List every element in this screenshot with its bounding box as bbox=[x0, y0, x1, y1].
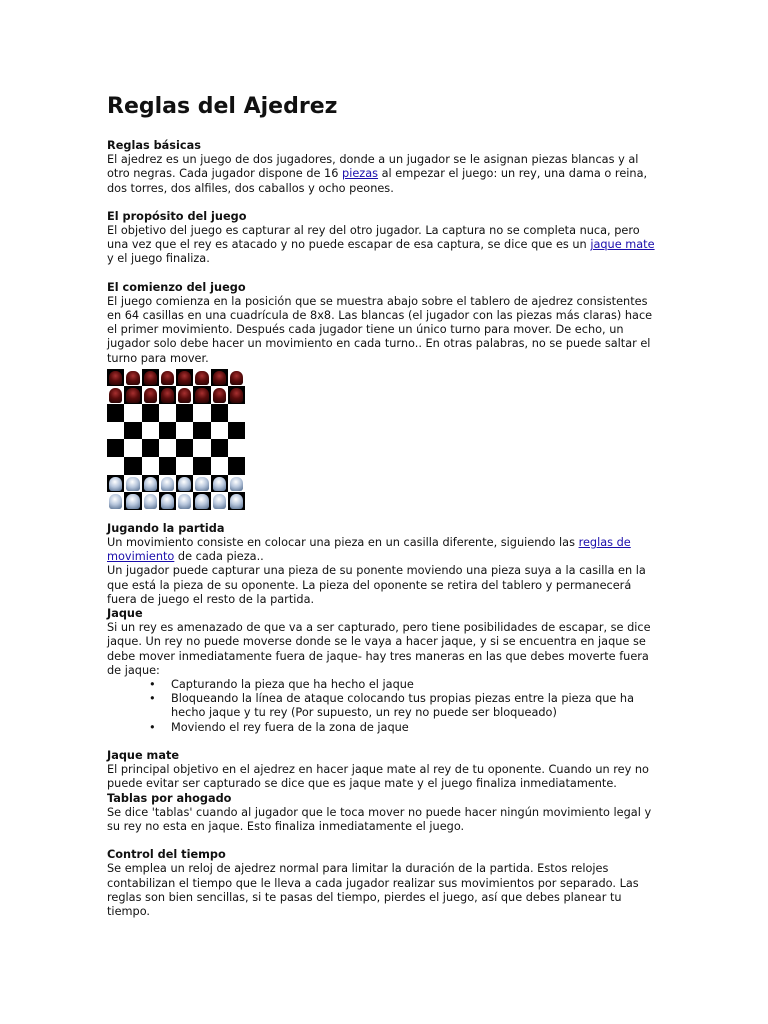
board-square bbox=[159, 492, 176, 510]
board-square bbox=[228, 475, 245, 493]
board-square bbox=[193, 404, 210, 422]
black-piece-icon bbox=[144, 388, 157, 403]
board-square bbox=[228, 457, 245, 475]
board-square bbox=[124, 369, 141, 387]
heading-proposito: El propósito del juego bbox=[107, 209, 247, 223]
board-square bbox=[176, 457, 193, 475]
black-piece-icon bbox=[213, 371, 226, 386]
heading-comienzo: El comienzo del juego bbox=[107, 280, 246, 294]
board-square bbox=[193, 422, 210, 440]
white-piece-icon bbox=[230, 494, 243, 509]
black-piece-icon bbox=[109, 388, 122, 403]
paragraph-captura: Un jugador puede capturar una pieza de su ponente moviendo una pieza suya a la casilla en la que está la pieza de su oponente. La pieza del oponente se retira del tablero y permanecerá fuera de juego el resto de la partida. bbox=[107, 564, 646, 606]
board-square bbox=[211, 475, 228, 493]
board-square bbox=[193, 475, 210, 493]
board-square bbox=[176, 422, 193, 440]
white-piece-icon bbox=[213, 494, 226, 509]
board-square bbox=[142, 369, 159, 387]
black-piece-icon bbox=[109, 371, 122, 386]
board-square bbox=[142, 457, 159, 475]
white-piece-icon bbox=[195, 494, 208, 509]
board-square bbox=[142, 422, 159, 440]
board-square bbox=[124, 475, 141, 493]
board-square bbox=[228, 492, 245, 510]
list-item: • Bloqueando la línea de ataque colocando tus propias piezas entre la pieza que ha hecho jaque y tu rey (Por supuesto, un rey no puede ser bloqueado) bbox=[171, 692, 657, 720]
board-square bbox=[193, 369, 210, 387]
board-square bbox=[142, 439, 159, 457]
board-square bbox=[159, 457, 176, 475]
board-square bbox=[193, 457, 210, 475]
black-piece-icon bbox=[178, 371, 191, 386]
board-square bbox=[228, 386, 245, 404]
board-square bbox=[211, 439, 228, 457]
black-piece-icon bbox=[195, 388, 208, 403]
board-square bbox=[142, 404, 159, 422]
black-piece-icon bbox=[195, 371, 208, 386]
paragraph-jaque: Si un rey es amenazado de que va a ser capturado, pero tiene posibilidades de escapar, se dice jaque. Un rey no puede moverse donde se le vaya a hacer jaque, y si se encuentra en jaque se debe mover inmediatamente fuera de jaque- hay tres maneras en las que debes moverte fuera de jaque: bbox=[107, 621, 651, 677]
black-piece-icon bbox=[230, 388, 243, 403]
board-square bbox=[124, 457, 141, 475]
board-square bbox=[107, 475, 124, 493]
black-piece-icon bbox=[144, 371, 157, 386]
list-item: • Moviendo el rey fuera de la zona de jaque bbox=[171, 721, 657, 735]
black-piece-icon bbox=[161, 371, 174, 386]
white-piece-icon bbox=[109, 477, 122, 492]
board-square bbox=[142, 492, 159, 510]
board-square bbox=[176, 439, 193, 457]
white-piece-icon bbox=[144, 494, 157, 509]
board-square bbox=[142, 475, 159, 493]
board-square bbox=[193, 492, 210, 510]
board-square bbox=[107, 369, 124, 387]
list-item: • Capturando la pieza que ha hecho el jaque bbox=[171, 678, 657, 692]
heading-jugando-partida: Jugando la partida bbox=[107, 521, 225, 535]
jaque-options-list bbox=[107, 678, 657, 735]
paragraph-movimiento: Un movimiento consiste en colocar una pieza en un casilla diferente, siguiendo las reglas de movimiento de cada pieza.. bbox=[107, 536, 631, 564]
heading-jaque-mate: Jaque mate bbox=[107, 748, 180, 762]
paragraph-tablas: Se dice 'tablas' cuando al jugador que le toca mover no puede hacer ningún movimiento legal y su rey no esta en jaque. Esto finaliza inmediatamente el juego. bbox=[107, 805, 652, 833]
board-square bbox=[193, 439, 210, 457]
document-page bbox=[107, 92, 657, 919]
board-square bbox=[124, 422, 141, 440]
link-jaque-mate[interactable]: jaque mate bbox=[590, 238, 655, 252]
board-square bbox=[159, 369, 176, 387]
board-square bbox=[211, 386, 228, 404]
board-square bbox=[124, 386, 141, 404]
board-square bbox=[124, 492, 141, 510]
paragraph-control-tiempo: Se emplea un reloj de ajedrez normal para limitar la duración de la partida. Estos relojes contabilizan el tiempo que le lleva a cada jugador realizar sus movimientos por separado. Las reglas son bien sencillas, si te pasas del tiempo, pierdes el juego, así que debes planear tu tiempo. bbox=[107, 862, 639, 918]
board-square bbox=[211, 492, 228, 510]
heading-jaque: Jaque bbox=[107, 607, 143, 621]
paragraph-reglas-basicas: El ajedrez es un juego de dos jugadores, donde a un jugador se le asignan piezas blancas y al otro negras. Cada jugador dispone de 16 piezas al empezar el juego: un rey, una dama o reina, dos torres, dos alfiles, dos caballos y ocho peones. bbox=[107, 153, 648, 195]
board-square bbox=[142, 386, 159, 404]
white-piece-icon bbox=[126, 494, 139, 509]
black-piece-icon bbox=[213, 388, 226, 403]
white-piece-icon bbox=[195, 477, 208, 492]
black-piece-icon bbox=[161, 388, 174, 403]
board-square bbox=[107, 457, 124, 475]
board-square bbox=[176, 404, 193, 422]
board-square bbox=[107, 386, 124, 404]
board-square bbox=[211, 369, 228, 387]
board-square bbox=[228, 422, 245, 440]
board-square bbox=[176, 369, 193, 387]
white-piece-icon bbox=[213, 477, 226, 492]
board-square bbox=[211, 422, 228, 440]
board-square bbox=[228, 369, 245, 387]
board-square bbox=[176, 475, 193, 493]
black-piece-icon bbox=[126, 388, 139, 403]
white-piece-icon bbox=[178, 477, 191, 492]
paragraph-jaque-mate: El principal objetivo en el ajedrez en hacer jaque mate al rey de tu oponente. Cuando un rey no puede evitar ser capturado se dice que es jaque mate y el juego finaliza inmediatamente. bbox=[107, 763, 649, 791]
white-piece-icon bbox=[144, 477, 157, 492]
board-square bbox=[193, 386, 210, 404]
heading-reglas-basicas: Reglas básicas bbox=[107, 139, 201, 152]
white-piece-icon bbox=[178, 494, 191, 509]
board-square bbox=[228, 439, 245, 457]
board-square bbox=[107, 422, 124, 440]
white-piece-icon bbox=[161, 477, 174, 492]
board-square bbox=[124, 404, 141, 422]
page-title: Reglas del Ajedrez bbox=[107, 94, 338, 119]
white-piece-icon bbox=[109, 494, 122, 509]
board-square bbox=[176, 386, 193, 404]
board-square bbox=[124, 439, 141, 457]
link-reglas-movimiento[interactable]: reglas de movimiento bbox=[107, 536, 631, 564]
black-piece-icon bbox=[230, 371, 243, 386]
board-square bbox=[159, 386, 176, 404]
black-piece-icon bbox=[178, 388, 191, 403]
board-square bbox=[107, 404, 124, 422]
board-square bbox=[159, 404, 176, 422]
board-square bbox=[159, 475, 176, 493]
board-square bbox=[159, 439, 176, 457]
chess-board-image bbox=[107, 369, 245, 510]
board-square bbox=[159, 422, 176, 440]
board-square bbox=[176, 492, 193, 510]
heading-tablas: Tablas por ahogado bbox=[107, 791, 232, 805]
paragraph-comienzo: El juego comienza en la posición que se muestra abajo sobre el tablero de ajedrez consistentes en 64 casillas en una cuadrícula de 8x8. Las blancas (el jugador con las piezas más claras) hace el primer movimiento. Después cada jugador tiene un único turno para mover. De echo, un jugador solo debe hacer un movimiento en cada turno.. En otras palabras, no se puede saltar el turno para mover. bbox=[107, 294, 653, 365]
board-square bbox=[228, 404, 245, 422]
white-piece-icon bbox=[126, 477, 139, 492]
white-piece-icon bbox=[161, 494, 174, 509]
board-square bbox=[107, 492, 124, 510]
white-piece-icon bbox=[230, 477, 243, 492]
board-square bbox=[211, 404, 228, 422]
board-square bbox=[107, 439, 124, 457]
black-piece-icon bbox=[126, 371, 139, 386]
heading-control-tiempo: Control del tiempo bbox=[107, 848, 226, 862]
link-piezas[interactable]: piezas bbox=[342, 167, 379, 181]
paragraph-proposito: El objetivo del juego es capturar al rey del otro jugador. La captura no se completa nuca, pero una vez que el rey es atacado y no puede escapar de esa captura, se dice que es un jaque mate y el juego finaliza. bbox=[107, 224, 655, 266]
board-square bbox=[211, 457, 228, 475]
